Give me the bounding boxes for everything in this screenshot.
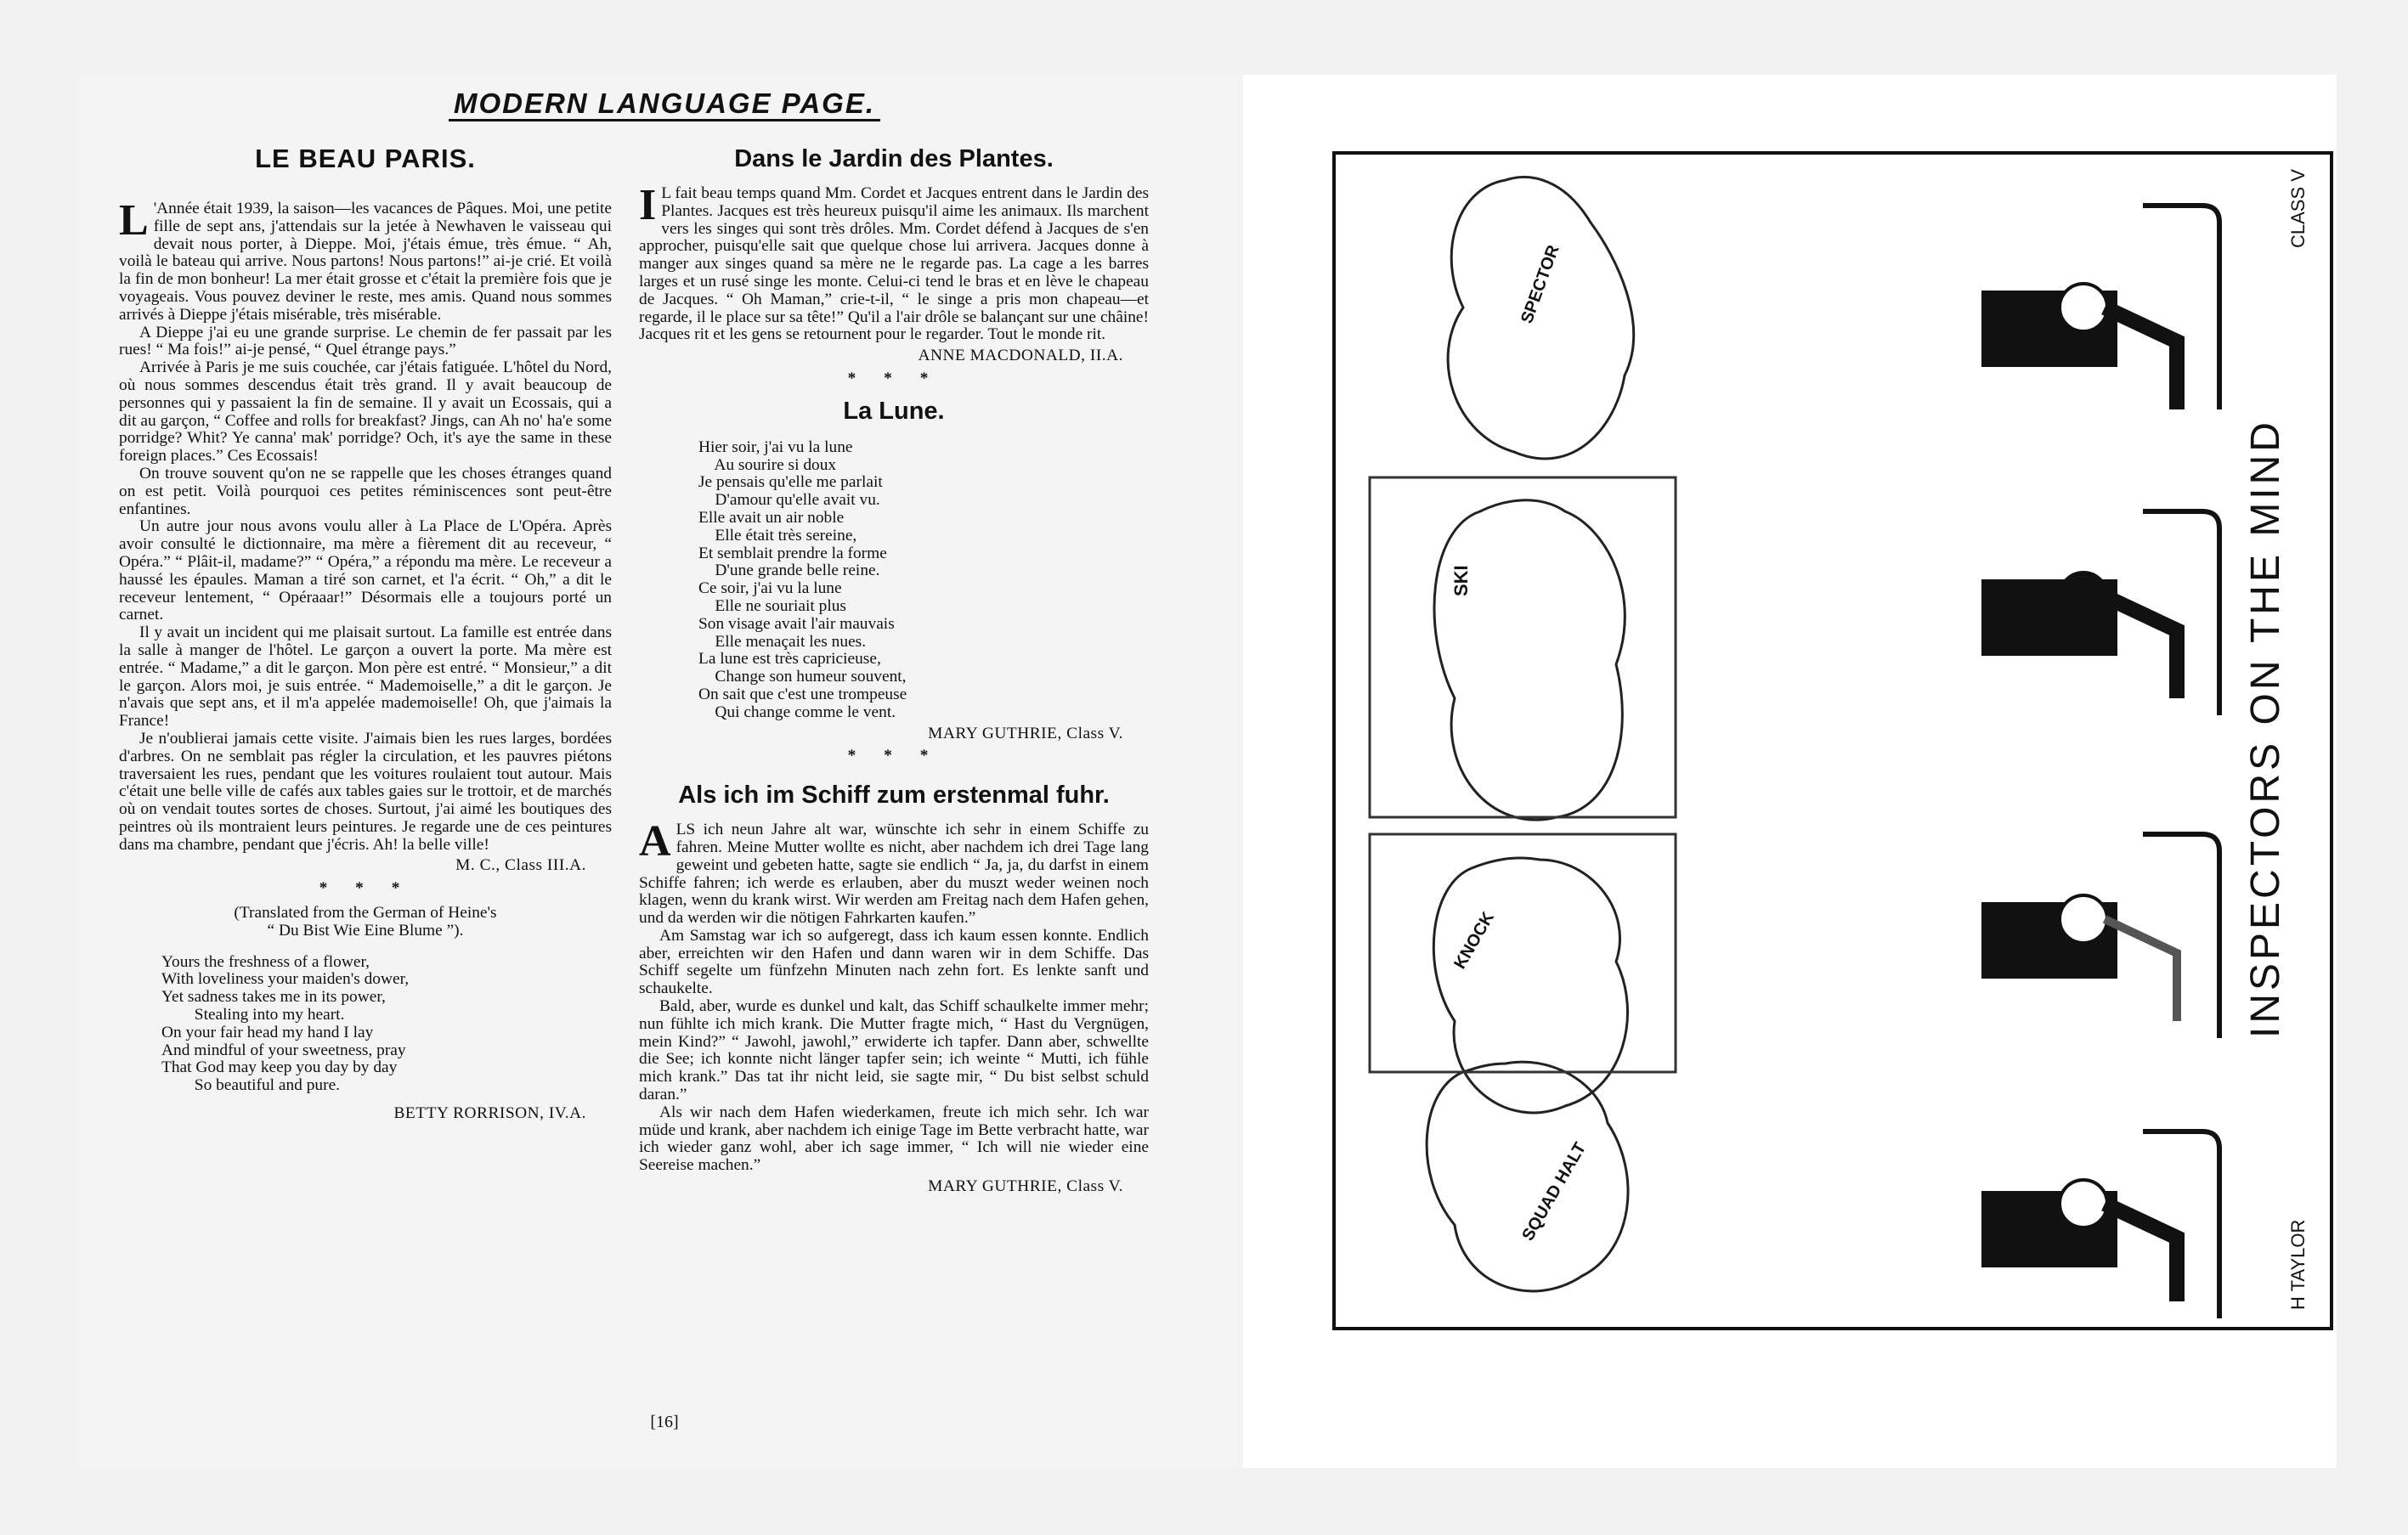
poem-line: And mindful of your sweetness, pray (161, 1041, 406, 1059)
article-title-jardin: Dans le Jardin des Plantes. (734, 145, 1054, 172)
poem-line: D'amour qu'elle avait vu. (698, 491, 880, 510)
poem-line: Hier soir, j'ai vu la lune (698, 437, 853, 456)
poem-line: Elle ne souriait plus (698, 596, 846, 615)
poem-title-la-lune: La Lune. (843, 397, 945, 425)
article-paragraph: Arrivée à Paris je me suis couchée, car j'étais fatiguée. L'hôtel du Nord, où nous sommes descendus était très grand. Il y avait beaucoup de personnes qui y passaient la fin de semaine. Il y avait un Ecossais, qui a dit au garçon, “ Coffee and rolls for breakfast? Jings, can Ah no' ha'e some porridge? Whit? Ye canna' mak' porridge? Och, it's aye the same in these foreign places.” Ces Ecossais! (119, 358, 612, 466)
translation-note-line: (Translated from the German of Heine's (234, 904, 497, 923)
article-paragraph: Bald, aber, wurde es dunkel und kalt, das Schiff schaulkelte immer mehr; nun fühlte ich mich krank. Die Mutter fragte mich, “ Hast du Vergnügen, mein Kind?” “ Jawohl, jawohl,” erwiderte ich tapfer. Dann aber, schwellte die See; ich konnte nicht länger tapfer sein; ich weinte “ Mutti, ich fühle mich krank.” Das tat ihr nicht leid, sie sagte mir, “ Du bist selbst schuld daran.” (639, 997, 1149, 1104)
label-squad-halt: SQUAD HALT (1518, 1139, 1591, 1244)
poem-line: Ce soir, j'ai vu la lune (698, 579, 842, 598)
poem-line: So beautiful and pure. (161, 1076, 341, 1095)
wall-panel (1370, 477, 1676, 817)
article-paragraph: On trouve souvent qu'on ne se rappelle que les choses étranges quand on est petit. Voilà pourquoi ces petites réminiscences sont peut-être enfantines. (119, 464, 612, 518)
thought-cloud (1427, 1062, 1628, 1291)
article-paragraph: Am Samstag war ich so aufgeregt, dass ich kaum essen konnte. Endlich aber, erreichten wir den Hafen und dann waren wir in dem Schiffe. Das Schiff segelte um fünfzehn Minuten nach zehn fort. Es lenkte sanft und schaukelte. (639, 926, 1149, 998)
article-paragraph: Il y avait un incident qui me plaisait surtout. La famille est entrée dans la salle à manger de l'hôtel. Le garçon a ouvert la porte. Ma mère est entrée. “ Madame,” a dit le garçon. Mon père est entré. “ Monsieur,” a dit le garçon. Alors moi, je suis entrée. “ Mademoiselle,” a dit le garçon. Je n'avais que sept ans, et il m'a appelée mademoiselle! Oh, que j'aimais la France! (119, 624, 612, 731)
label-spector: SPECTOR (1518, 242, 1563, 326)
poem-line: Yours the freshness of a flower, (161, 952, 370, 971)
separator-stars: * * * (319, 879, 412, 898)
pupil-head (2060, 284, 2107, 331)
article-paragraph (119, 196, 612, 324)
poem-line: That God may keep you day by day (161, 1058, 398, 1077)
article-title-schiff: Als ich im Schiff zum erstenmal fuhr. (678, 782, 1110, 810)
poem-line: Elle était très sereine, (698, 526, 857, 545)
cartoon-artist: H TAYLOR (2287, 1219, 2309, 1310)
article-paragraph (639, 181, 1149, 344)
thought-cloud (1433, 858, 1627, 1113)
separator-stars: * * * (847, 369, 941, 387)
thought-cloud (1434, 500, 1625, 820)
left-page (78, 75, 1251, 1468)
poem-line: Elle avait un air noble (698, 508, 845, 527)
poem-line: Qui change comme le vent. (698, 703, 896, 721)
page-title-text: MODERN LANGUAGE PAGE. (449, 87, 880, 121)
article-signature: ANNE MACDONALD, II.A. (918, 347, 1123, 365)
page-number: [16] (650, 1413, 679, 1431)
paragraph-text: 'Année était 1939, la saison—les vacances de Pâques. Moi, une petite fille de sept ans, j'attendais sur la jetée à Newhaven le vaisseau qui devait nous porter, à Dieppe. Moi, j'étais émue, très émue. “ Ah, voilà le bateau qui arrive. Nous partons! Nous partons!” ai-je crié. Et voilà la fin de mon bonheur! La mer était grosse et c'était la première fois que je voyageais. Vous pouvez deviner le reste, mes amis. Quand nous sommes arrivés à Dieppe j'étais misérable, très misérable. (119, 200, 612, 324)
poem-line: Son visage avait l'air mauvais (698, 614, 895, 633)
article-paragraph: Als wir nach dem Hafen wiederkamen, freute ich mich sehr. Ich war müde und krank, aber nachdem ich einige Tage im Bette verbracht hatte, war ich wieder ganz wohl, aber ich sage immer, “ Ich will nie wieder eine Seereise machen.” (639, 1103, 1149, 1175)
dropcap: I (639, 181, 657, 229)
page-title (78, 87, 1251, 120)
translation-note (119, 905, 612, 940)
paragraph-text: LS ich neun Jahre alt war, wünschte ich sehr in einem Schiffe zu fahren. Meine Mutter wollte es nicht, aber nachdem ich drei Tage lang geweint und gebeten hatte, sagte sie endlich “ Ja, ja, du darfst in einem Schiffe fahren; ich werde es erlauben, aber du muszt weder weinen noch klagen, wenn du krank wirst. Wir werden am Freitag nach dem Hafen gehen, und da werden wir die nötigen Fahrkarten kaufen.” (639, 821, 1149, 928)
pupil-head (2060, 573, 2107, 620)
article-paragraph (639, 817, 1149, 928)
poem-line: Au sourire si doux (698, 455, 837, 474)
cartoon-frame (1332, 151, 2333, 1330)
article-paragraph: Un autre jour nous avons voulu aller à La Place de L'Opéra. Après avoir consulté le dictionnaire, ma mère a fièrement dit au receveur, “ Opéra.” “ Plâit-il, madame?” “ Opéra,” a répondu ma mère. Le receveur a haussé les épaules. Maman a tiré son carnet, et l'a écrit. “ Oh,” a dit le receveur lentement, “ Opéraaar!” Désormais elle a toujours porté un carnet. (119, 517, 612, 624)
poem-line: On sait que c'est une trompeuse (698, 685, 907, 703)
dropcap: L (119, 196, 149, 245)
poem-line: La lune est très capricieuse, (698, 650, 881, 669)
article-signature: MARY GUTHRIE, Class V. (928, 1177, 1123, 1196)
right-page (1243, 75, 2337, 1468)
cartoon-illustration (1336, 155, 2330, 1327)
door (1370, 834, 1676, 1072)
article-title-le-beau-paris: LE BEAU PARIS. (255, 144, 476, 173)
dropcap: A (639, 817, 671, 866)
label-hat: SKI (1450, 565, 1472, 596)
cartoon-class-label: CLASS V (2287, 169, 2309, 248)
article-paragraph: A Dieppe j'ai eu une grande surprise. Le chemin de fer passait par les rues! “ Ma fois!” ai-je pensé, “ Quel étrange pays.” (119, 323, 612, 359)
poem-signature: BETTY RORRISON, IV.A. (393, 1104, 586, 1123)
column-right (639, 143, 1149, 1199)
poem-line: D'une grande belle reine. (698, 562, 880, 580)
poem-line: Stealing into my heart. (161, 1006, 345, 1024)
poem-line: On your fair head my hand I lay (161, 1023, 374, 1041)
translation-note-line: “ Du Bist Wie Eine Blume ”). (267, 921, 464, 940)
poem-line: Je pensais qu'elle me parlait (698, 473, 883, 492)
poem-line: Et semblait prendre la forme (698, 544, 887, 562)
poem-heine (161, 954, 612, 1095)
cartoon-title: INSPECTORS ON THE MIND (2243, 419, 2288, 1038)
paragraph-text: L fait beau temps quand Mm. Cordet et Jacques entrent dans le Jardin des Plantes. Jacques est très heureux puisqu'il aime les animaux. Ils marchent vers les singes qui sont très drôles. Mm. Cordet défend à Jacques de s'en approcher, puisqu'elle sait que quelque chose lui arrivera. Jacques donne à manger aux singes quand sa mère ne le regarde pas. La cage a les barres larges et un rusé singe les monte. Celui-ci tend le bras et en lève le chapeau de Jacques. “ Oh Maman,” crie-t-il, “ le singe a pris mon chapeau—et regarde, il le place sur sa tête!” Qu'il a l'air drôle se balançant sur une châine! Jacques rit et les gens se retournent pour le regarder. Tout le monde rit. (639, 184, 1149, 344)
pupil-head (2060, 895, 2107, 943)
article-paragraph: Je n'oublierai jamais cette visite. J'aimais bien les rues larges, bordées d'arbres. On ne semblait pas régler la circulation, et les pauvres piétons traversaient les rues, pendant que les voitures roulaient tout autour. Mais c'était une belle ville de cafés aux tables gaies sur le trottoir, et de marchés où on vendait toutes sortes de choses. Surtout, j'ai aimé les boutiques des peintres où ils montraient leurs peintures. Je regarde une de ces peintures dans ma chambre, pendant que j'écris. Ah! la belle ville! (119, 729, 612, 854)
poem-signature: MARY GUTHRIE, Class V. (928, 724, 1123, 742)
pupil-head (2060, 1180, 2107, 1227)
column-left (119, 143, 612, 1126)
poem-la-lune (698, 439, 1149, 722)
thought-cloud (1448, 178, 1634, 459)
article-signature: M. C., Class III.A. (455, 856, 586, 875)
separator-stars: * * * (847, 747, 941, 765)
poem-line: Elle menaçait les nues. (698, 632, 867, 651)
poem-line: Change son humeur souvent, (698, 668, 907, 686)
poem-line: With loveliness your maiden's dower, (161, 970, 410, 989)
label-knock: KNOCK (1450, 908, 1499, 973)
poem-line: Yet sadness takes me in its power, (161, 988, 386, 1007)
